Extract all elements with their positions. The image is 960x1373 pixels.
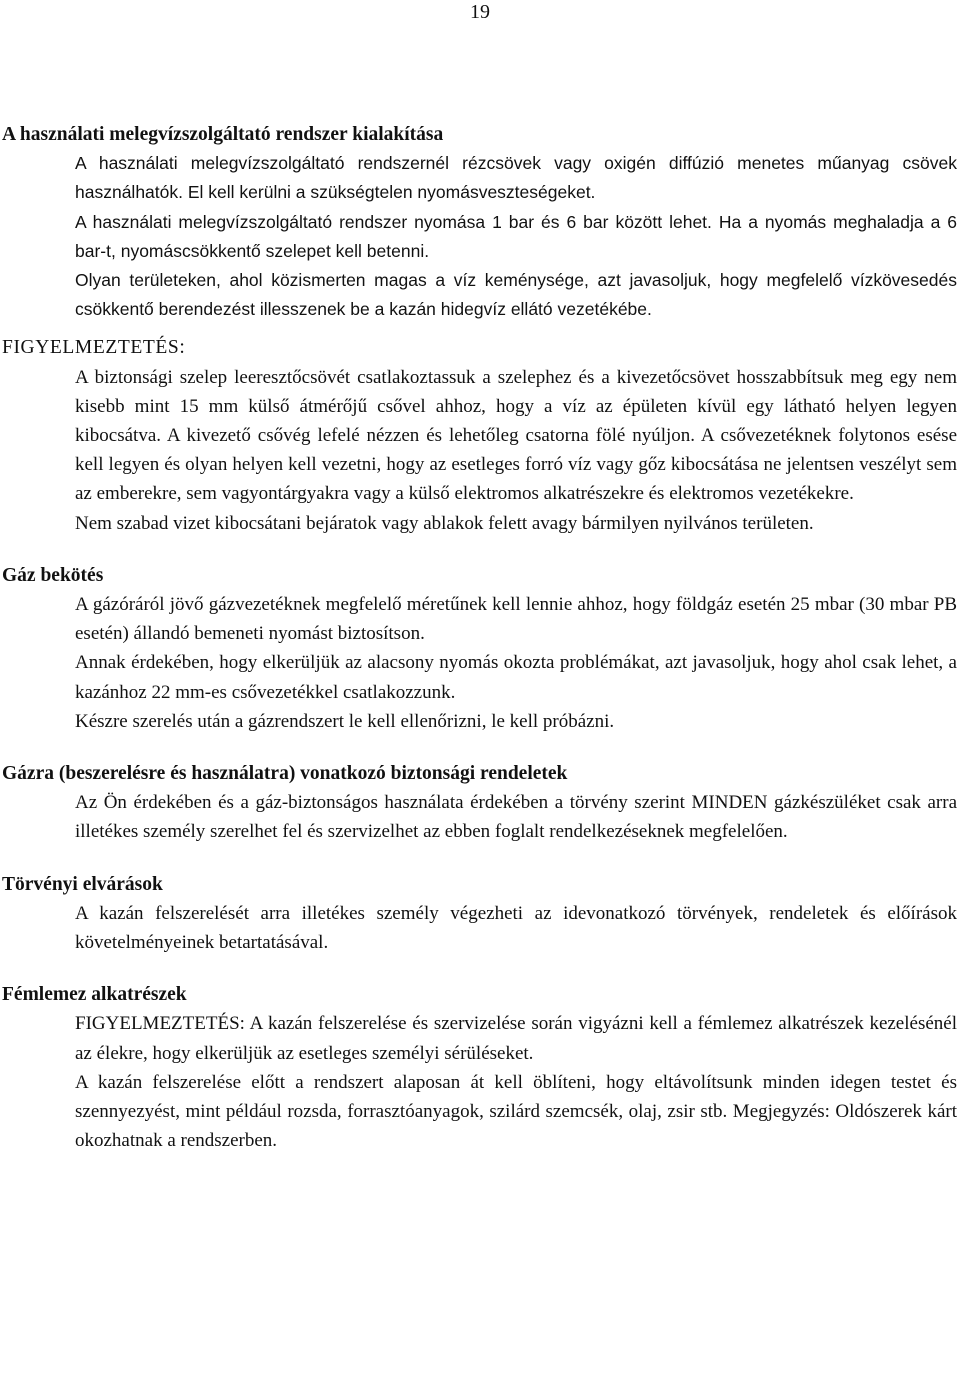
paragraph-water-hardness: Olyan területeken, ahol közismerten magas a víz keménysége, azt javasoljuk, hogy megfelelő vízkövesedés csökkentő berendezést illesszenek be a kazán hidegvíz ellátó vezetékébe. xyxy=(75,270,957,320)
section-gas-regulations xyxy=(2,759,957,847)
paragraph-discharge: Nem szabad vizet kibocsátani bejáratok vagy ablakok felett avagy bármilyen nyilvános területen. xyxy=(75,512,814,534)
spacer xyxy=(2,847,957,870)
paragraph-gas-test: Készre szerelés után a gázrendszert le kell ellenőrizni, le kell próbázni. xyxy=(75,710,615,732)
section-sheet-metal xyxy=(2,980,957,1155)
section-heading-gas-regulations: Gázra (beszerelésre és használatra) vonatkozó biztonsági rendeletek xyxy=(2,763,568,785)
section-heading-legal: Törvényi elvárások xyxy=(2,873,163,895)
section-heading-hot-water: A használati melegvízszolgáltató rendszer kialakítása xyxy=(2,124,444,145)
section-heading-sheet-metal: Fémlemez alkatrészek xyxy=(2,984,187,1006)
section-gas-connection xyxy=(2,561,957,736)
paragraph-pressure: A használati melegvízszolgáltató rendszer nyomása 1 bar és 6 bar között lehet. Ha a nyomás meghaladja a 6 bar-t, nyomáscsökkentő szelepet kell betenni. xyxy=(75,211,957,261)
spacer xyxy=(2,957,957,980)
paragraph-gas-pipe-size: A gázóráról jövő gázvezetéknek megfelelő méretűnek kell lennie ahhoz, hogy földgáz esetén 25 mbar (30 mbar PB esetén) állandó bemeneti nyomást biztosítson. xyxy=(75,594,957,645)
section-legal-requirements xyxy=(2,870,957,958)
spacer xyxy=(2,736,957,759)
paragraph-gas-pipe-recommendation: Annak érdekében, hogy elkerüljük az alacsony nyomás okozta problémákat, azt javasoljuk, hogy ahol csak lehet, a kazánhoz 22 mm-es csővezetékkel csatlakozzunk. xyxy=(75,652,957,703)
spacer xyxy=(2,538,957,561)
paragraph-legal: A kazán felszerelését arra illetékes személy végezheti az idevonatkozó törvények, rendeletek és előírások követelményeinek betartatásával. xyxy=(75,902,957,954)
section-warning xyxy=(2,333,957,537)
paragraph-sheet-metal-warning xyxy=(2,1009,957,1067)
paragraph-safety-valve: A biztonsági szelep leeresztőcsövét csatlakoztassuk a szelephez és a kivezetőcsövet hosszabbítsuk meg egy nem kisebb mint 15 mm külső átmérőjű csővel ahhoz, hogy a víz az épületen kívül egy látható helyen legyen kibocsátva. A kivezető csővég lefelé nézzen és lehetőleg csatorna fölé nyúljon. A csővezetéknek folytonos esése kell legyen és olyan helyen kell vezetni, hogy az esetleges forró víz vagy gőz kibocsátása ne jelentsen veszélyt sem az emberekre, sem vagyontárgyakra vagy a külső elektromos alkatrészekre és elektromos vezetékekre. xyxy=(75,366,957,505)
paragraph-pipes: A használati melegvízszolgáltató rendszernél rézcsövek vagy oxigén diffúzió menetes műanyag csövek használhatók. El kell kerülni a szükségtelen nyomásveszteségeket. xyxy=(75,153,957,203)
paragraph-gas-regulations: Az Ön érdekében és a gáz-biztonságos használata érdekében a törvény szerint MINDEN gázkészüléket csak arra illetékes személy szerelhet fel és szervizelhet az ebben foglalt rendelkezéseknek megfelelően. xyxy=(75,792,957,843)
page-content xyxy=(2,120,957,1156)
section-hot-water-system xyxy=(2,120,957,324)
warning-heading: FIGYELMEZTETÉS: xyxy=(2,337,186,359)
section-heading-gas-connection: Gáz bekötés xyxy=(2,564,104,586)
warning-text: : A kazán felszerelése és szervizelése során vigyázni kell a fémlemez alkatrészek kezelésénél az élekre, hogy elkerüljük az esetleges személyi sérüléseket. xyxy=(75,1013,957,1064)
paragraph-flushing: A kazán felszerelése előtt a rendszert alaposan át kell öblíteni, hogy eltávolítsunk minden idegen testet és szennyezyést, mint például rozsda, forrasztóanyagok, szilárd szemcsék, olaj, zsir stb. Megjegyzés: Oldószerek kárt okozhatnak a rendszerben. xyxy=(75,1071,957,1152)
spacer xyxy=(2,324,957,333)
warning-label: FIGYELMEZTETÉS xyxy=(75,1013,240,1035)
page-number: 19 xyxy=(470,1,490,23)
